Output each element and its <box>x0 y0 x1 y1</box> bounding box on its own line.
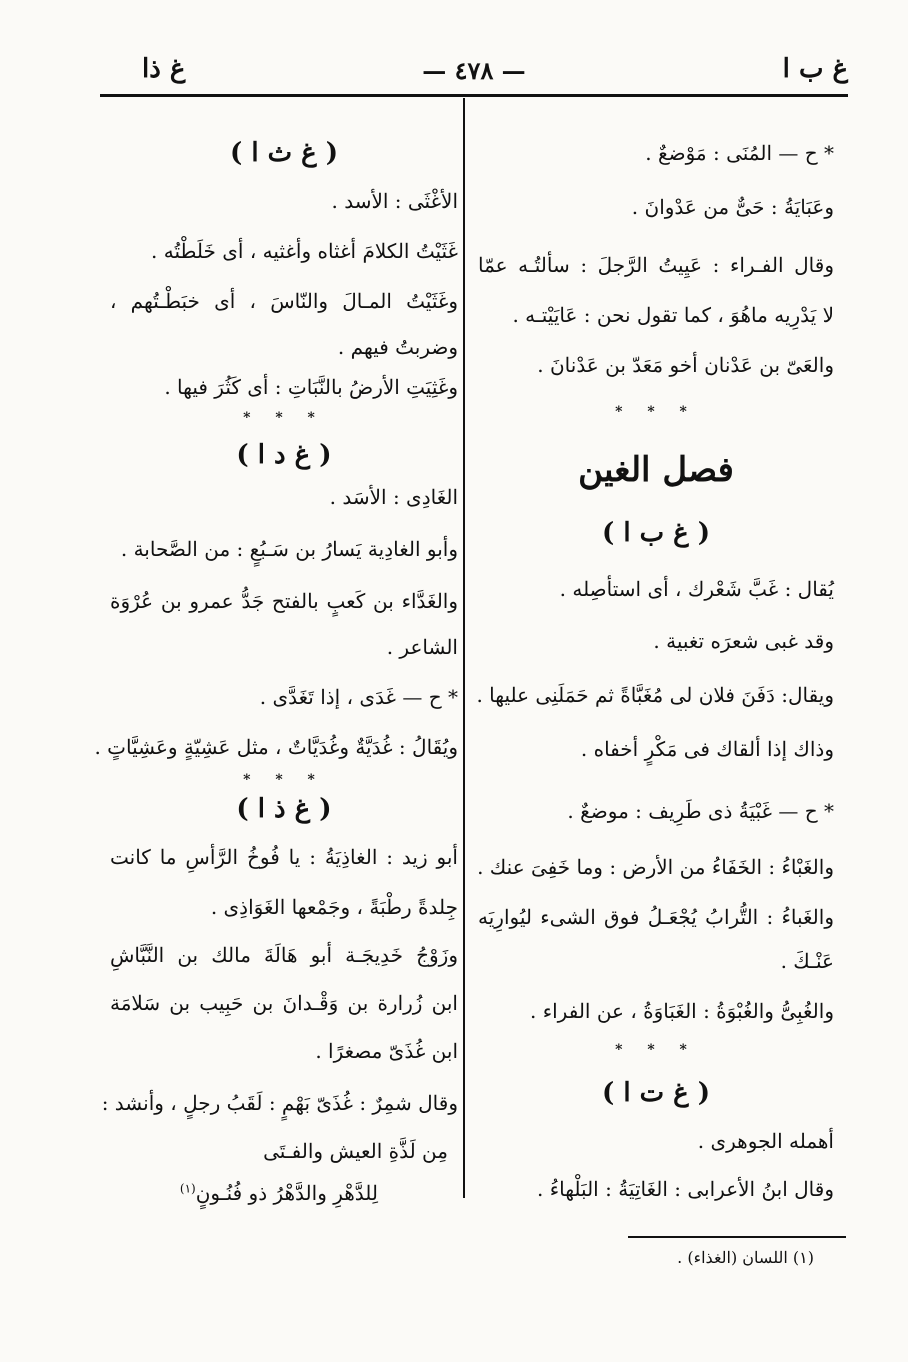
page-header <box>100 48 848 92</box>
text-line: وأبو الغادِية يَسارُ بن سَـبُعٍ : من الصَّحابة . <box>120 537 458 561</box>
text-line: والغَبْاءُ : الخَفَاءُ من الأرض : وما خَفِىَ عنك . <box>477 855 834 879</box>
separator-stars: * * * <box>243 772 325 788</box>
section-title: فصل الغين <box>578 450 734 490</box>
column-divider <box>463 98 465 1198</box>
entry-heading-gtha: ( غ ث ا ) <box>229 138 339 168</box>
header-root-right: غ ب ا <box>782 54 848 84</box>
text-line: * ح — غَبْيَةُ ذى طَرِيف : موضعٌ . <box>567 799 834 823</box>
verse-line <box>180 1182 378 1204</box>
text-line: ويقال: دَفَنَ فلان لى مُغَبَّاةً ثم حَمَلَنِى عليها . <box>476 683 834 707</box>
text-line: والعَىّ بن عَدْنان أخو مَعَدّ بن عَدْنانَ . <box>537 353 834 377</box>
text-line: عَنْـكَ . <box>780 949 834 973</box>
page-number: — ٤٧٨ — <box>422 56 526 85</box>
footnote-rule <box>628 1236 846 1238</box>
text-line: الشاعر . <box>386 635 458 659</box>
text-line: وعَبَايَةُ : حَىٌّ من عَدْوانَ . <box>631 195 834 219</box>
text-line: الأغْثَى : الأسد . <box>331 189 458 213</box>
text-line: وغَثَيْتُ المـالَ والنّاسَ ، أى خبَطْـتُهم ، <box>110 289 458 313</box>
entry-heading-gba: ( غ ب ا ) <box>601 518 711 548</box>
text-line: وقال الفـراء : عَيِيتُ الرَّجلَ : سألتُـه عمّا <box>478 253 834 277</box>
text-line: ابن زُرارة بن وَقْـدانَ بن حَبِيب بن سَلامَة <box>110 991 458 1015</box>
text-line: * ح — المُنَى : مَوْضعٌ . <box>645 141 834 165</box>
text-line: * ح — غَدَى ، إذا تَغَدَّى . <box>259 685 458 709</box>
separator-stars: * * * <box>615 404 697 420</box>
footnote: (١) اللسان (الغذاء) . <box>677 1248 814 1267</box>
entry-heading-gta: ( غ ت ا ) <box>601 1078 711 1108</box>
text-line: وغَثِيَتِ الأرضُ بالنَّبَاتِ : أى كَثُرَ فيها . <box>164 375 458 399</box>
header-root-left: غ ذا <box>142 54 186 84</box>
verse-text: لِلدَّهْرِ والدَّهْرُ ذو فُنُـونٍ <box>195 1181 378 1205</box>
text-line: يُقال : غَبَّ شَعْرك ، أى استأصِله . <box>559 577 834 601</box>
entry-heading-gdha: ( غ ذ ا ) <box>236 794 332 824</box>
text-line: والغَدَّاء بن كَعبٍ بالفتح جَدُّ عمرو بن عُرْوَة <box>110 589 458 613</box>
text-line: غَثَيْتُ الكلامَ أغثاه وأغثيه ، أى خَلَطْتُه . <box>151 239 458 263</box>
text-line: وقال ابنُ الأعرابى : الغَاتِيَةُ : البَلْهاءُ . <box>537 1177 834 1201</box>
separator-stars: * * * <box>615 1042 697 1058</box>
text-line: أهمله الجوهرى . <box>697 1129 834 1153</box>
separator-stars: * * * <box>243 410 325 426</box>
text-line: وضربتُ فيهم . <box>337 335 458 359</box>
entry-heading-gda: ( غ د ا ) <box>236 440 332 470</box>
text-line: وزَوْجُ خَدِيجَـة أبو هَالَةَ مالك بن النَّبَّاشِ <box>110 943 458 967</box>
text-line: أبو زيد : الغاذِيَةُ : يا فُوخُ الرَّأسِ ما كانت <box>110 845 458 869</box>
text-line: والغُبِىُّ والغُبْوَةُ : الغَبَاوَةُ ، عن الفراء . <box>529 999 834 1023</box>
text-line: الغَادِى : الأسَد . <box>329 485 458 509</box>
text-line: ويُقَالُ : غُدَيَّةٌ وغُدَيَّاتٌ ، مثل عَشِيّةٍ وعَشِيَّاتٍ . <box>94 735 458 759</box>
text-line: ابن غُذَىّ مصغرًا . <box>315 1039 458 1063</box>
text-line: وقد غبى شعرَه تغبية . <box>653 629 834 653</box>
text-line: لا يَدْرِيه ماهُوَ ، كما تقول نحن : عَايَيْتـه . <box>512 303 834 327</box>
text-line: والغَباءُ : التُّرابُ يُجْعَـلُ فوق الشىء ليُوارِيَه <box>478 905 834 929</box>
text-line: وذاك إذا ألقاك فى مَكْرٍ أخفاه . <box>580 737 834 761</box>
verse-line: مِن لَذَّةِ العيش والفـتَى <box>263 1139 448 1163</box>
text-line: وقال شمِرٌ : غُذَىّ بَهْمٍ : لَقَبُ رجلٍ ، وأنشد : <box>101 1091 458 1115</box>
footnote-mark: (١) <box>179 1181 196 1196</box>
header-rule <box>100 94 848 97</box>
text-line: جِلدةً رطْبَةً ، وجَمْعها الغَوَاذِى . <box>210 895 458 919</box>
